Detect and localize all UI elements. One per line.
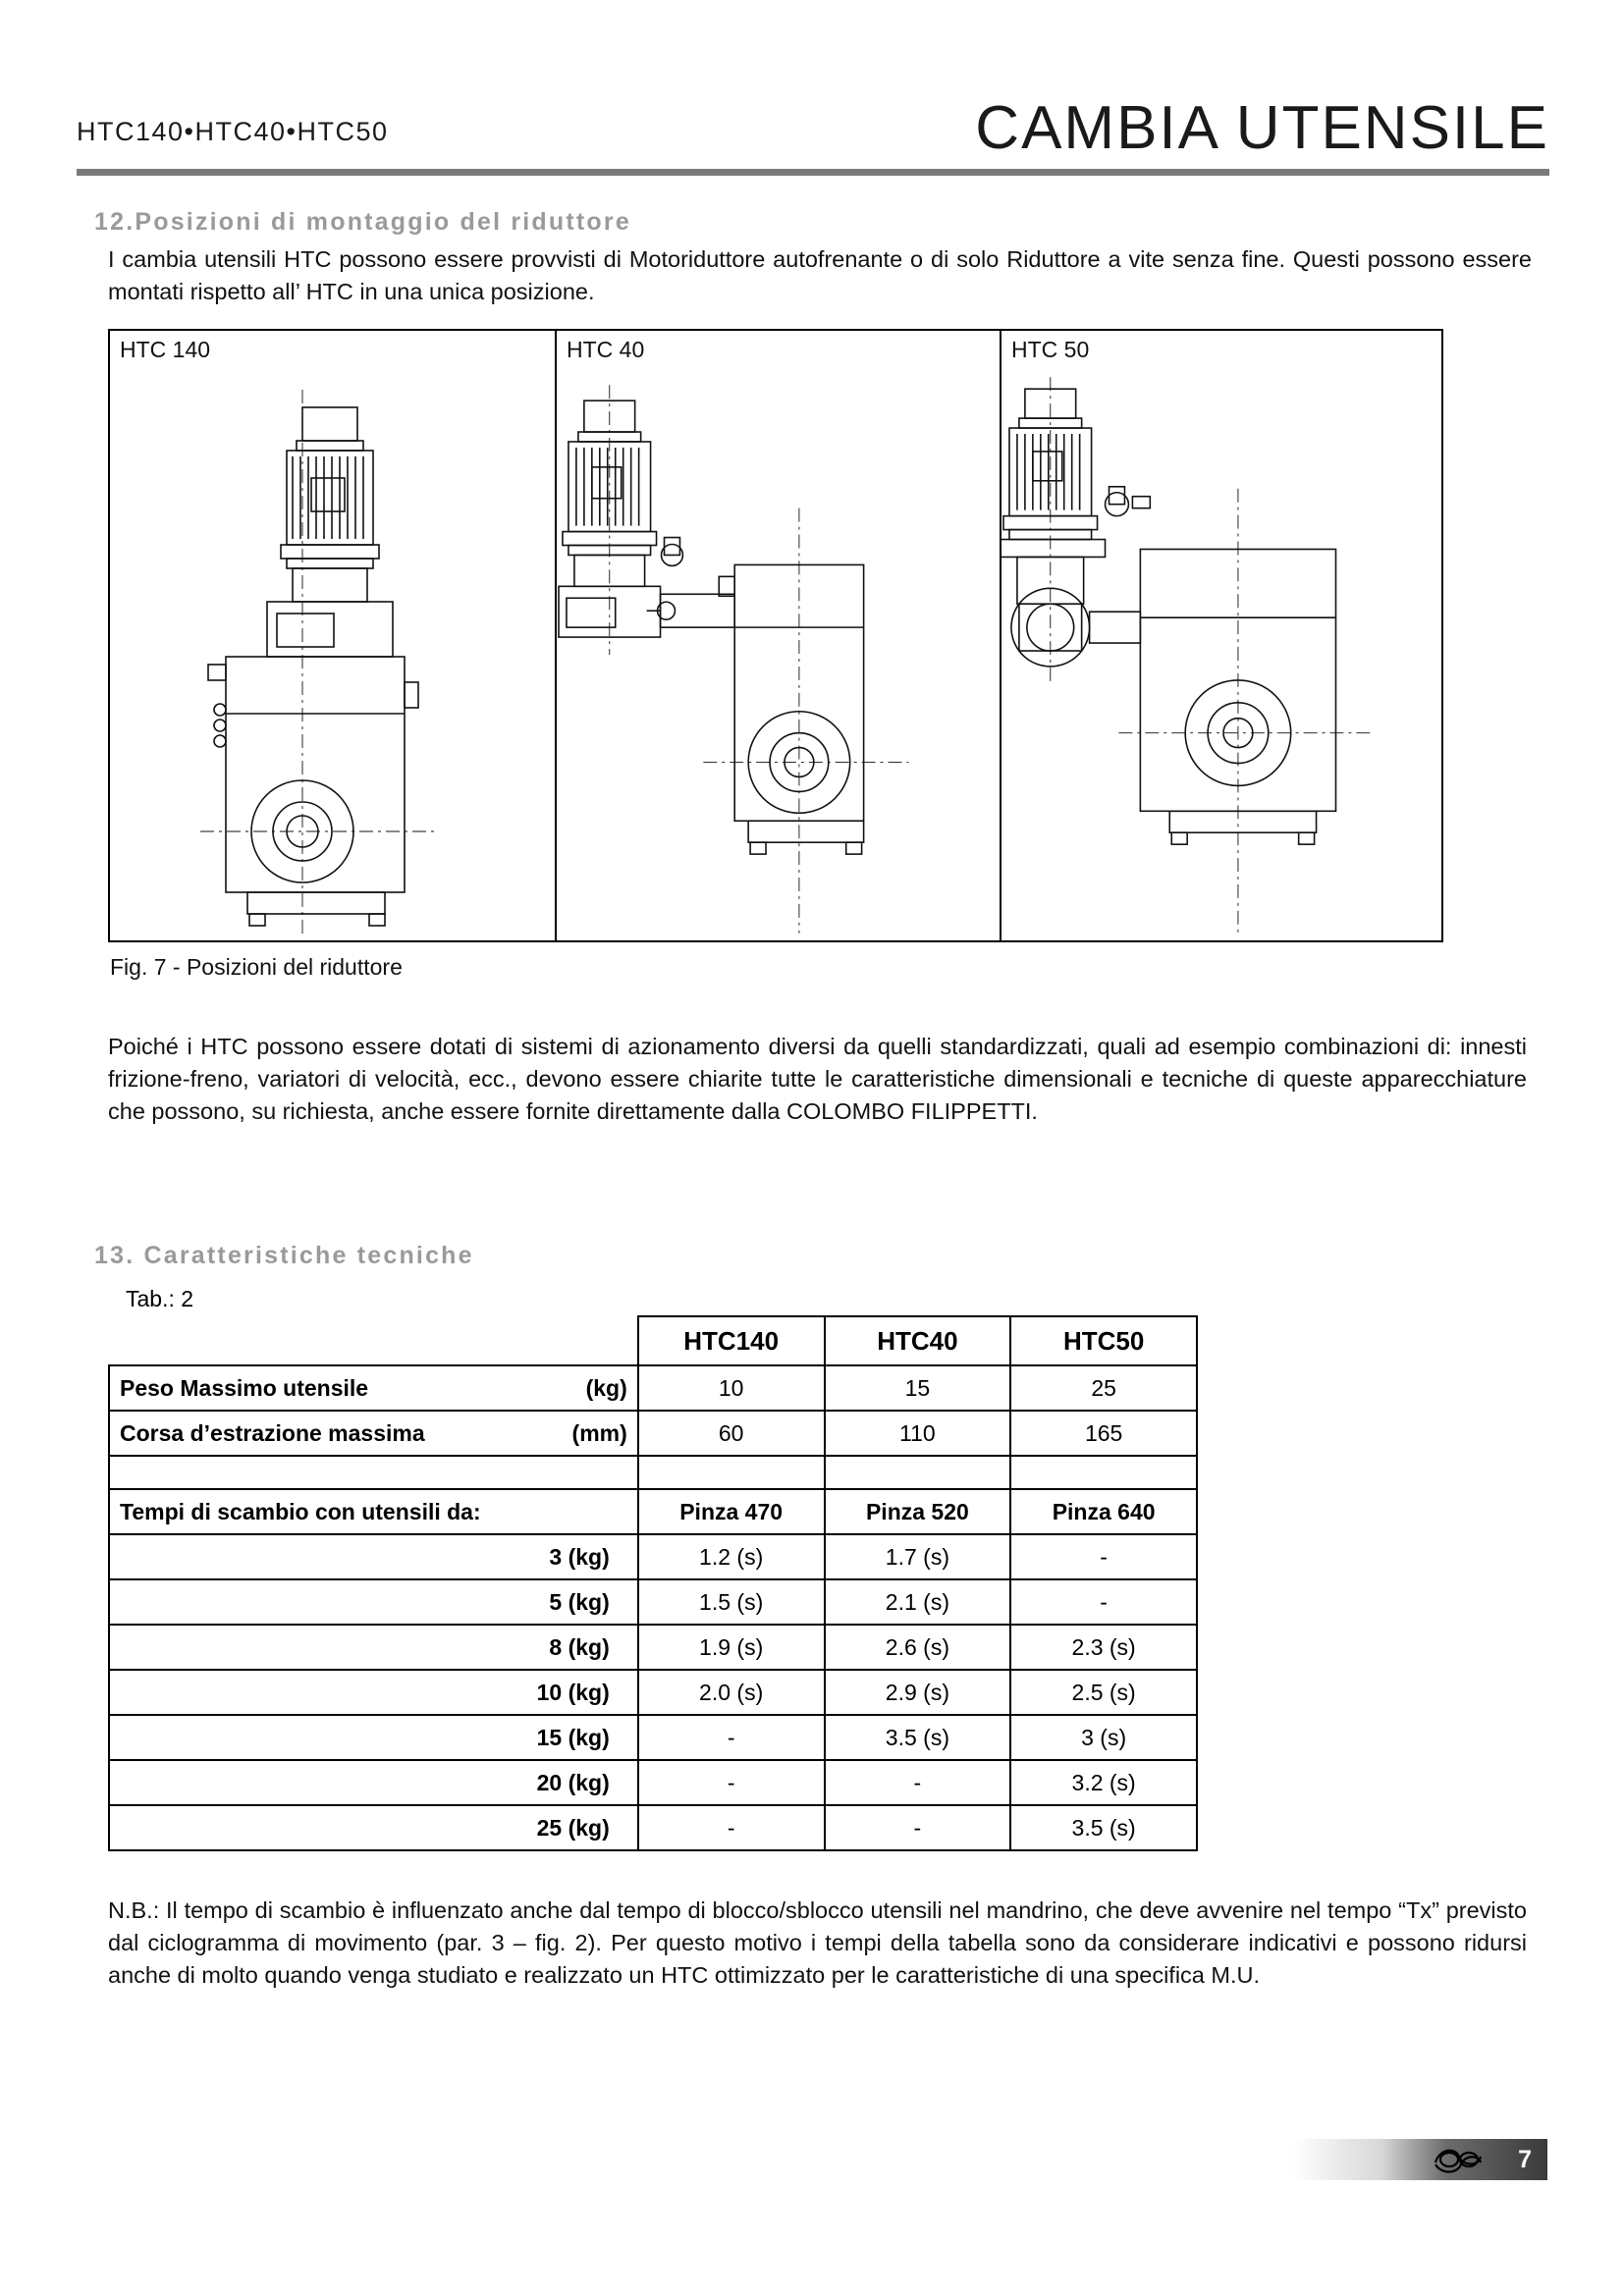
cell-15kg-640: 3 (s) — [1010, 1715, 1197, 1760]
cell-15kg-520: 3.5 (s) — [825, 1715, 1011, 1760]
table-subheader-row — [109, 1489, 1197, 1534]
table-header-htc140: HTC140 — [638, 1316, 825, 1365]
section-12-note-paragraph: Poiché i HTC possono essere dotati di sistemi di azionamento diversi da quelli standardizzati, quali ad esempio combinazioni di: innesti frizione-freno, variatori di velocità, ecc., devono essere chiarite tutte le caratteristiche dimensionali e tecniche di queste apparecchiature che possono, su richiesta, anche essere fornite direttamente dalla COLOMBO FILIPPETTI. — [108, 1034, 1527, 1124]
cell-peso-htc50: 25 — [1010, 1365, 1197, 1411]
header-title: CAMBIA UTENSILE — [975, 94, 1549, 162]
figure-cell-label-htc40: HTC 40 — [567, 337, 645, 362]
section-12-intro-paragraph: I cambia utensili HTC possono essere provvisti di Motoriduttore autofrenante o di solo Riduttore a vite senza fine. Questi possono essere montati rispetto all’ HTC in una unica posizione. — [108, 246, 1532, 304]
row-label-corsa-estrazione — [109, 1411, 638, 1456]
row-label-peso-massimo — [109, 1365, 638, 1411]
table-header-htc50: HTC50 — [1010, 1316, 1197, 1365]
spacer-cell-2 — [825, 1456, 1011, 1489]
cell-20kg-470: - — [638, 1760, 825, 1805]
table-row — [109, 1579, 1197, 1625]
row-label-25kg: 25 (kg) — [109, 1805, 638, 1850]
row-label-20kg: 20 (kg) — [109, 1760, 638, 1805]
cell-10kg-640: 2.5 (s) — [1010, 1670, 1197, 1715]
cell-3kg-470: 1.2 (s) — [638, 1534, 825, 1579]
htc40-technical-drawing — [557, 370, 1000, 944]
technical-specs-table — [108, 1315, 1198, 1851]
footer-gradient-bar — [1292, 2139, 1547, 2180]
cell-peso-htc40: 15 — [825, 1365, 1011, 1411]
colombo-filippetti-logo-icon — [1430, 2141, 1487, 2178]
spacer-cell-1 — [638, 1456, 825, 1489]
cell-8kg-520: 2.6 (s) — [825, 1625, 1011, 1670]
figure-cell-htc50 — [1000, 331, 1443, 940]
subheader-pinza-470: Pinza 470 — [638, 1489, 825, 1534]
row-label-text: Peso Massimo utensile — [120, 1374, 369, 1401]
page-header — [77, 93, 1549, 172]
cell-5kg-520: 2.1 (s) — [825, 1579, 1011, 1625]
cell-20kg-520: - — [825, 1760, 1011, 1805]
cell-3kg-520: 1.7 (s) — [825, 1534, 1011, 1579]
row-label-text: Corsa d’estrazione massima — [120, 1419, 425, 1446]
subheader-label-tempi-scambio: Tempi di scambio con utensili da: — [109, 1489, 638, 1534]
row-unit: (kg) — [585, 1374, 627, 1401]
section-13-title: 13. Caratteristiche tecniche — [94, 1242, 474, 1269]
cell-25kg-470: - — [638, 1805, 825, 1850]
htc50-technical-drawing — [1001, 370, 1443, 944]
cell-5kg-470: 1.5 (s) — [638, 1579, 825, 1625]
subheader-pinza-520: Pinza 520 — [825, 1489, 1011, 1534]
row-label-5kg: 5 (kg) — [109, 1579, 638, 1625]
cell-corsa-htc50: 165 — [1010, 1411, 1197, 1456]
table-row — [109, 1625, 1197, 1670]
htc140-technical-drawing — [110, 370, 555, 944]
page-footer — [1292, 2139, 1547, 2180]
subheader-pinza-640: Pinza 640 — [1010, 1489, 1197, 1534]
figure-cell-htc40 — [555, 331, 1000, 940]
table-row — [109, 1365, 1197, 1411]
figure-cell-label-htc140: HTC 140 — [120, 337, 211, 362]
cell-10kg-520: 2.9 (s) — [825, 1670, 1011, 1715]
table-row — [109, 1805, 1197, 1850]
cell-5kg-640: - — [1010, 1579, 1197, 1625]
cell-8kg-640: 2.3 (s) — [1010, 1625, 1197, 1670]
cell-peso-htc140: 10 — [638, 1365, 825, 1411]
cell-corsa-htc140: 60 — [638, 1411, 825, 1456]
cell-corsa-htc40: 110 — [825, 1411, 1011, 1456]
cell-15kg-470: - — [638, 1715, 825, 1760]
table-header-blank — [109, 1316, 638, 1365]
cell-10kg-470: 2.0 (s) — [638, 1670, 825, 1715]
cell-8kg-470: 1.9 (s) — [638, 1625, 825, 1670]
row-label-15kg: 15 (kg) — [109, 1715, 638, 1760]
table-row — [109, 1715, 1197, 1760]
table-2-label: Tab.: 2 — [126, 1286, 194, 1311]
row-unit: (mm) — [571, 1419, 627, 1446]
cell-3kg-640: - — [1010, 1534, 1197, 1579]
figure-cell-label-htc50: HTC 50 — [1011, 337, 1090, 362]
table-row — [109, 1411, 1197, 1456]
row-label-8kg: 8 (kg) — [109, 1625, 638, 1670]
spacer-cell-3 — [1010, 1456, 1197, 1489]
page-number: 7 — [1518, 2146, 1532, 2173]
figure-7-box — [108, 329, 1443, 942]
cell-25kg-640: 3.5 (s) — [1010, 1805, 1197, 1850]
cell-25kg-520: - — [825, 1805, 1011, 1850]
table-spacer-row — [109, 1456, 1197, 1489]
table-header-htc40: HTC40 — [825, 1316, 1011, 1365]
figure-cell-htc140 — [110, 331, 555, 940]
header-model-codes: HTC140•HTC40•HTC50 — [77, 117, 389, 146]
header-divider — [77, 169, 1549, 176]
spacer-label — [109, 1456, 638, 1489]
table-header-row — [109, 1316, 1197, 1365]
note-nb-paragraph: N.B.: Il tempo di scambio è influenzato anche dal tempo di blocco/sblocco utensili nel mandrino, che deve avvenire nel tempo “Tx” previsto dal ciclogramma di movimento (par. 3 – fig. 2). Per questo motivo i tempi della tabella sono da considerare indicativi e possono ridursi anche di molto quando venga studiato e realizzato un HTC ottimizzato per le caratteristiche di una specifica M.U. — [108, 1897, 1527, 1988]
row-label-3kg: 3 (kg) — [109, 1534, 638, 1579]
cell-20kg-640: 3.2 (s) — [1010, 1760, 1197, 1805]
row-label-10kg: 10 (kg) — [109, 1670, 638, 1715]
section-12-title: 12.Posizioni di montaggio del riduttore — [94, 208, 631, 236]
table-row — [109, 1670, 1197, 1715]
figure-7-caption: Fig. 7 - Posizioni del riduttore — [110, 954, 403, 980]
table-row — [109, 1760, 1197, 1805]
table-row — [109, 1534, 1197, 1579]
